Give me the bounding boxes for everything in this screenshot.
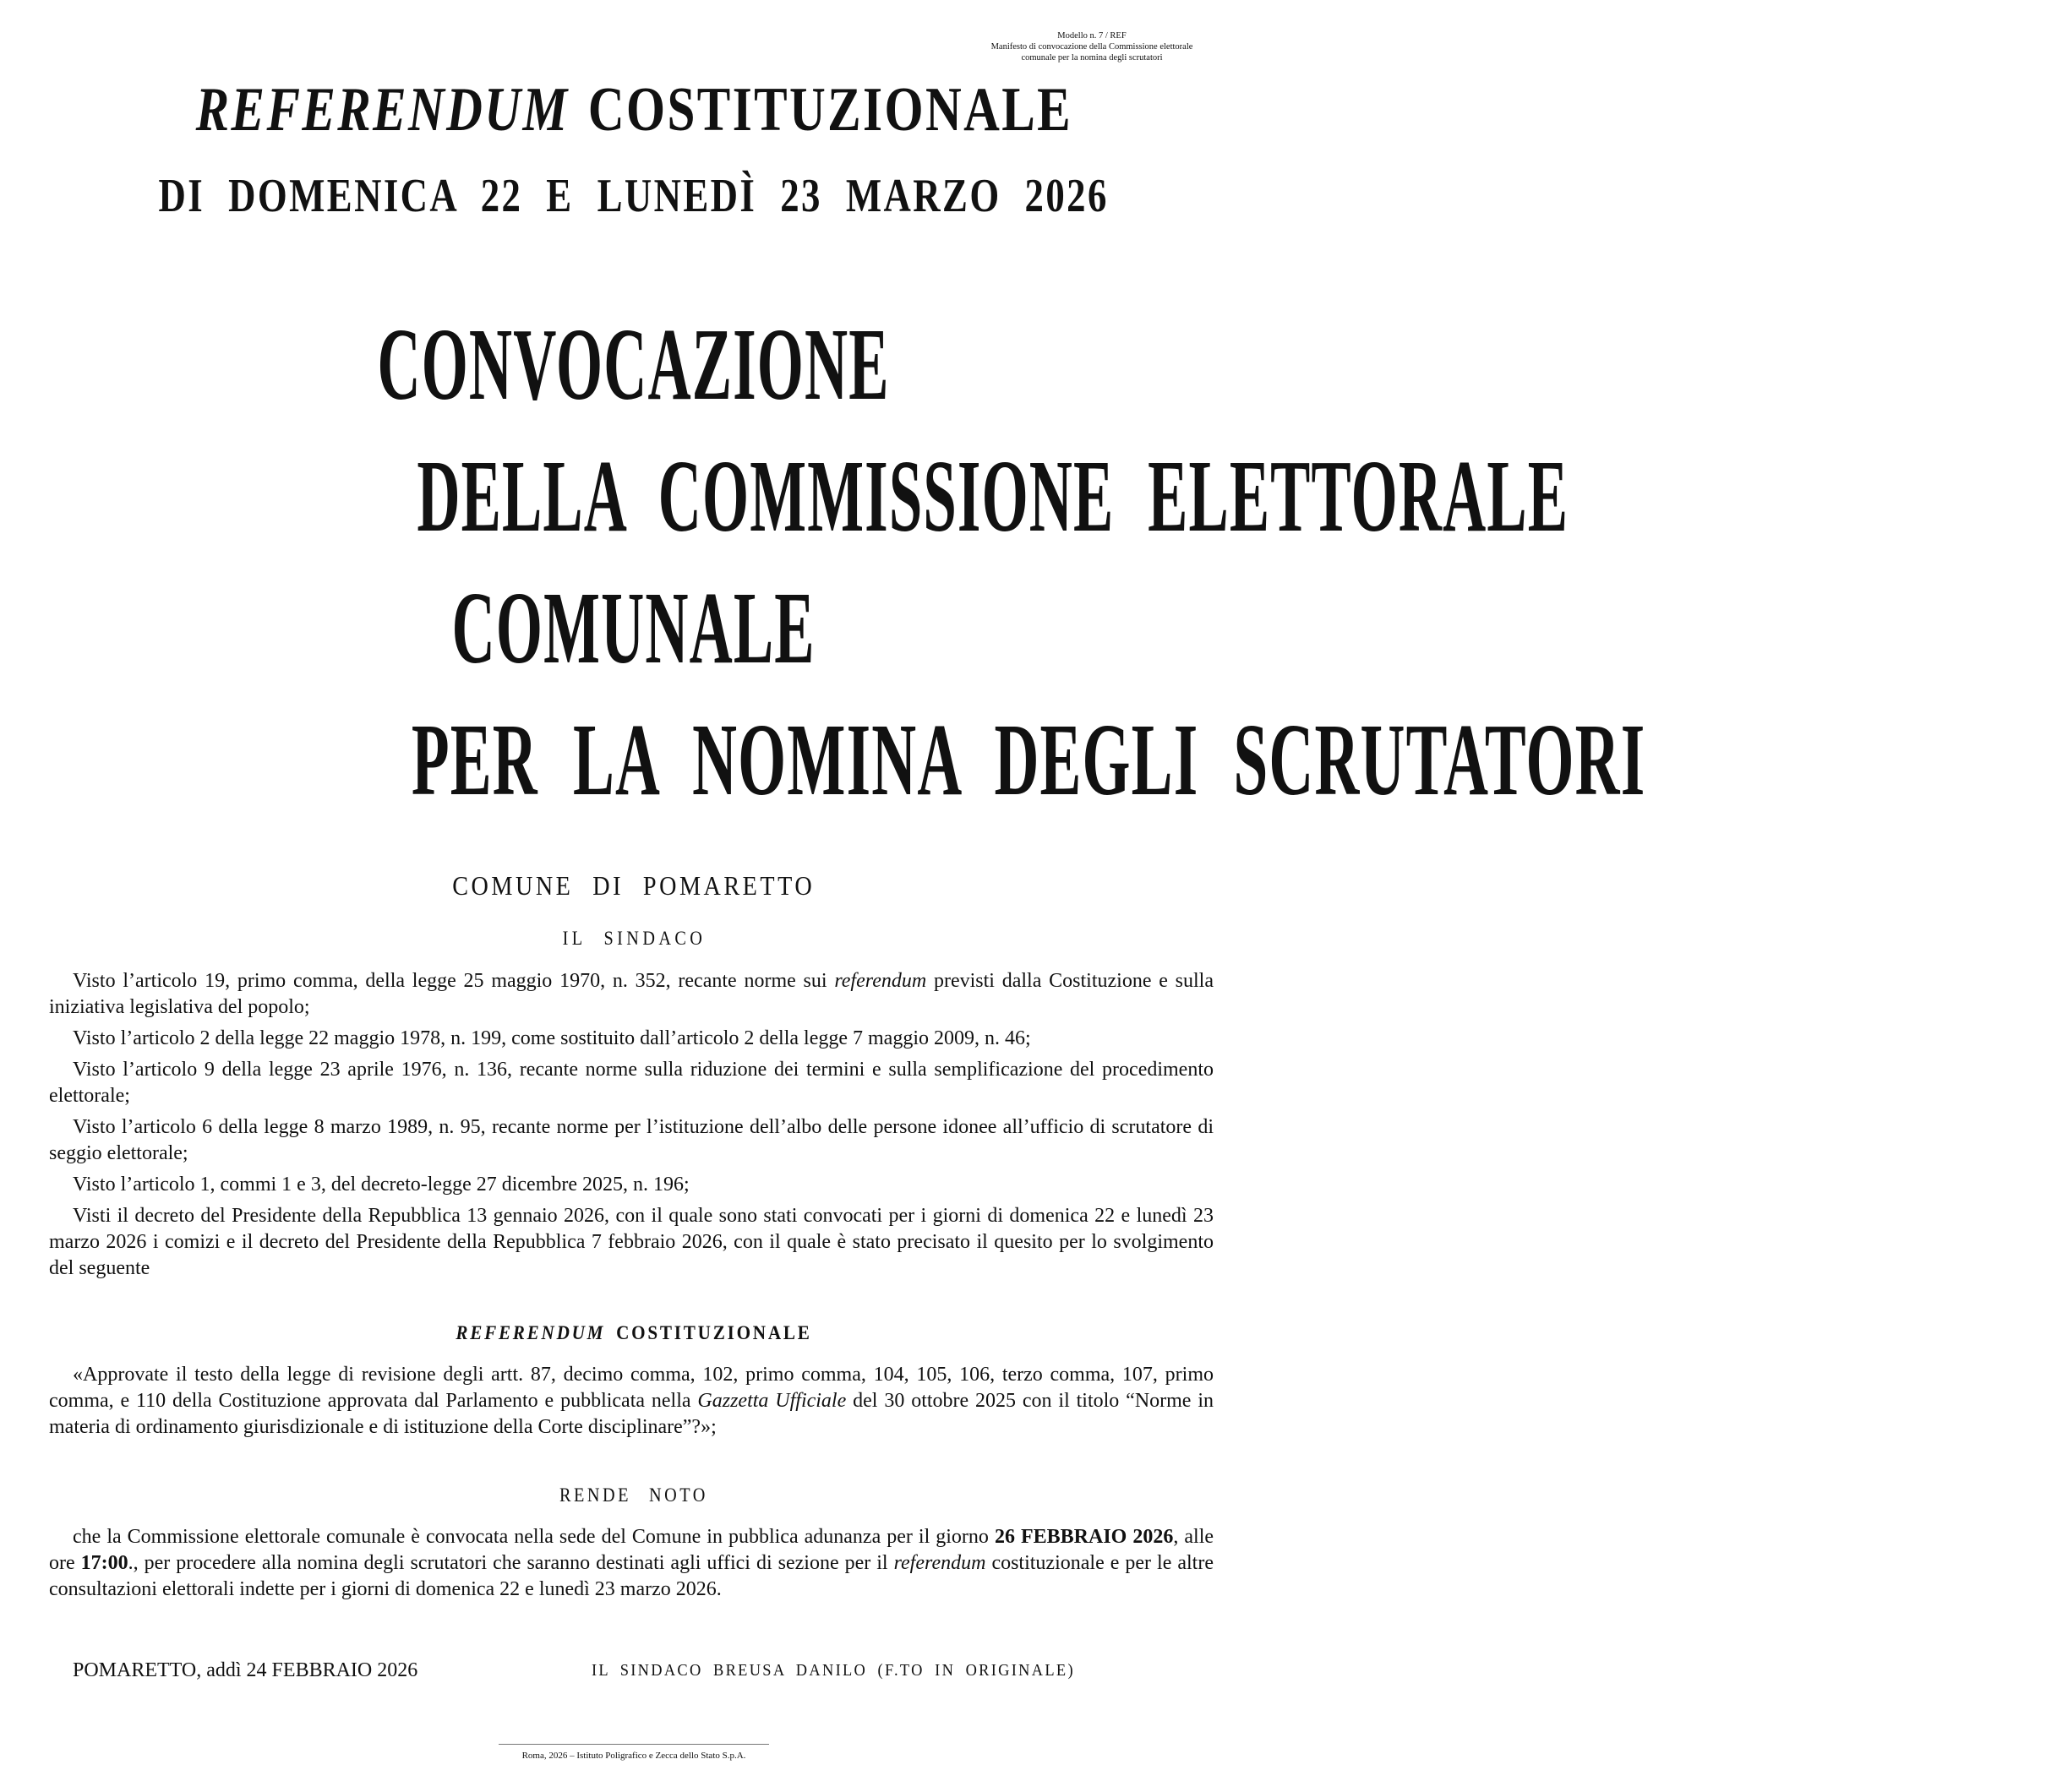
headline-line-4 [0, 701, 1646, 820]
headline-text-3: COMUNALE [452, 571, 816, 685]
consideration-paragraph: Visto l’articolo 1, commi 1 e 3, del decreto-legge 27 dicembre 2025, n. 196; [73, 1174, 690, 1196]
headline-text-4: PER LA NOMINA DEGLI SCRUTATORI [411, 703, 1646, 817]
mayor-signature [592, 1661, 1117, 1680]
model-number: Modello n. 7 / REF [1057, 31, 1127, 41]
question-paragraph: «Approvate il testo della legge di revisione degli artt. 87, decimo comma, 102, primo comma, 104, 105, 106, terzo comma, 107, primo comma, e 110 della Costituzione approvata dal Parlamento e pubblicata nella Gazzetta Ufficiale del 30 ottobre 2025 con il titolo “Norme in materia di ordinamento giurisdizionale e di istituzione della Corte disciplinare”?»; [49, 1364, 1214, 1438]
headline-text-2: DELLA COMMISSIONE ELETTORALE [417, 439, 1569, 553]
notice-paragraph: che la Commissione elettorale comunale è convocata nella sede del Comune in pubblica adunanza per il giorno 26 FEBBRAIO 2026, alle ore 17:00., per procedere alla nomina degli scrutatori che saranno destinati agli uffici di sezione per il referendum costituzionale e per le altre consultazioni elettorali indette per i giorni di domenica 22 e lunedì 23 marzo 2026. [49, 1526, 1214, 1600]
referendum-subheading [0, 1322, 1268, 1344]
referendum-word: REFERENDUM [195, 75, 570, 144]
consideration-paragraph: Visto l’articolo 6 della legge 8 marzo 1989, n. 95, recante norme per l’istituzione dell’albo delle persone idonee all’ufficio di scrutatore di seggio elettorale; [49, 1116, 1214, 1164]
referendum-date-line [0, 169, 1268, 223]
printer-footer: Roma, 2026 – Istituto Poligrafico e Zecca dello Stato S.p.A. [521, 1751, 746, 1761]
comune-text: COMUNE DI POMARETTO [452, 870, 816, 901]
referendum-title [0, 74, 1268, 146]
footer-divider [499, 1744, 769, 1745]
consideration-paragraph: Visti il decreto del Presidente della Repubblica 13 gennaio 2026, con il quale sono stati convocati per i giorni di domenica 22 e lunedì 23 marzo 2026 i comizi e il decreto del Presidente della Repubblica 7 febbraio 2026, con il quale è stato precisato il quesito per lo svolgimento del seguente [49, 1205, 1214, 1279]
sindaco-heading [0, 928, 1268, 950]
referendum-subheading-italic: REFERENDUM [456, 1322, 606, 1343]
costituzionale-word: COSTITUZIONALE [587, 75, 1072, 144]
convocation-notice [49, 1524, 1214, 1608]
rende-noto-heading [0, 1484, 1268, 1506]
referendum-subheading-rest: COSTITUZIONALE [616, 1322, 812, 1343]
referendum-question [49, 1362, 1214, 1446]
consideration-paragraph: Visto l’articolo 2 della legge 22 maggio 1978, n. 199, come sostituito dall’articolo 2 della legge 7 maggio 2009, n. 46; [73, 1027, 1031, 1049]
model-description-line2: comunale per la nomina degli scrutatori [1021, 53, 1163, 63]
headline-line-3 [0, 569, 1268, 688]
model-description-line1: Manifesto di convocazione della Commissione elettorale [990, 42, 1193, 52]
consideration-paragraph: Visto l’articolo 19, primo comma, della legge 25 maggio 1970, n. 352, recante norme sui referendum previsti dalla Costituzione e sulla iniziativa legislativa del popolo; [49, 970, 1214, 1018]
sindaco-text: IL SINDACO [562, 928, 706, 949]
consideration-paragraph: Visto l’articolo 9 della legge 23 aprile 1976, n. 136, recante norme sulla riduzione dei termini e sulla semplificazione del procedimento elettorale; [49, 1059, 1214, 1107]
model-reference [965, 30, 1219, 63]
headline-line-1 [0, 306, 1268, 424]
meeting-time: 17:00 [80, 1552, 128, 1574]
rende-noto-text: RENDE NOTO [559, 1484, 708, 1506]
legal-considerations [49, 968, 1214, 1287]
date-line-text: DI DOMENICA 22 E LUNEDÌ 23 MARZO 2026 [158, 170, 1110, 222]
headline-text-1: CONVOCAZIONE [377, 308, 891, 422]
signature-text: IL SINDACO BREUSA DANILO (F.TO IN ORIGINALE) [592, 1661, 1075, 1680]
place-and-date: POMARETTO, addì 24 FEBBRAIO 2026 [73, 1659, 418, 1681]
comune-name [0, 870, 1268, 901]
meeting-date: 26 FEBBRAIO 2026 [994, 1526, 1174, 1548]
headline-line-2 [0, 438, 1569, 556]
